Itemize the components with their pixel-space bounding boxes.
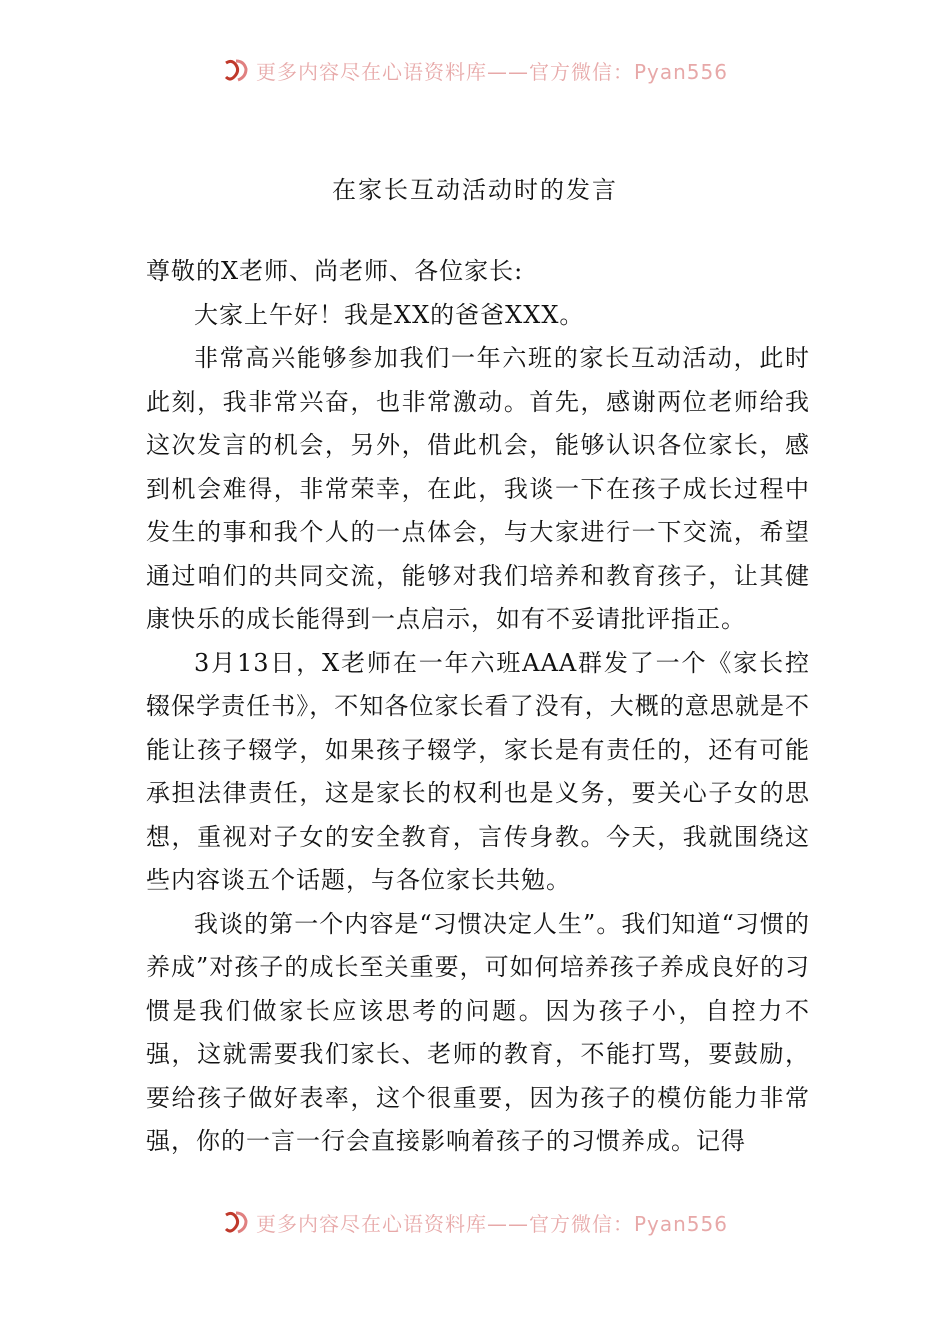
paragraph: 3月13日，X老师在一年六班AAA群发了一个《家长控辍保学责任书》，不知各位家长看了没有，大概的意思就是不能让孩子辍学，如果孩子辍学，家长是有责任的，还有可能承担法律责任，这是家长的权利也是义务，要关心子女的思想，重视对子女的安全教育，言传身教。今天，我就围绕这些内容谈五个话题，与各位家长共勉。 (146, 648, 810, 894)
footer-watermark (0, 1202, 950, 1242)
watermark-text: 更多内容尽在心语资料库——官方微信：Pyan556 (255, 59, 728, 84)
watermark-text: 更多内容尽在心语资料库——官方微信：Pyan556 (255, 1211, 728, 1236)
document-body (146, 250, 810, 1164)
document-title: 在家长互动活动时的发言 (332, 176, 618, 204)
paragraph: 大家上午好！我是XX的爸爸XXX。 (194, 300, 585, 329)
brand-logo-icon (222, 1209, 250, 1235)
paragraph: 非常高兴能够参加我们一年六班的家长互动活动，此时此刻，我非常兴奋，也非常激动。首先，感谢两位老师给我这次发言的机会，另外，借此机会，能够认识各位家长，感到机会难得，非常荣幸，在此，我谈一下在孩子成长过程中发生的事和我个人的一点体会，与大家进行一下交流，希望通过咱们的共同交流，能够对我们培养和教育孩子，让其健康快乐的成长能得到一点启示，如有不妥请批评指正。 (146, 344, 810, 633)
brand-logo-icon (222, 57, 250, 83)
salutation: 尊敬的X老师、尚老师、各位家长: (146, 257, 524, 285)
header-watermark (0, 50, 950, 90)
paragraph: 我谈的第一个内容是“习惯决定人生”。我们知道“习惯的养成”对孩子的成长至关重要，可如何培养孩子养成良好的习惯是我们做家长应该思考的问题。因为孩子小，自控力不强，这就需要我们家长、老师的教育，不能打骂，要鼓励，要给孩子做好表率，这个很重要，因为孩子的模仿能力非常强，你的一言一行会直接影响着孩子的习惯养成。记得 (146, 909, 810, 1155)
